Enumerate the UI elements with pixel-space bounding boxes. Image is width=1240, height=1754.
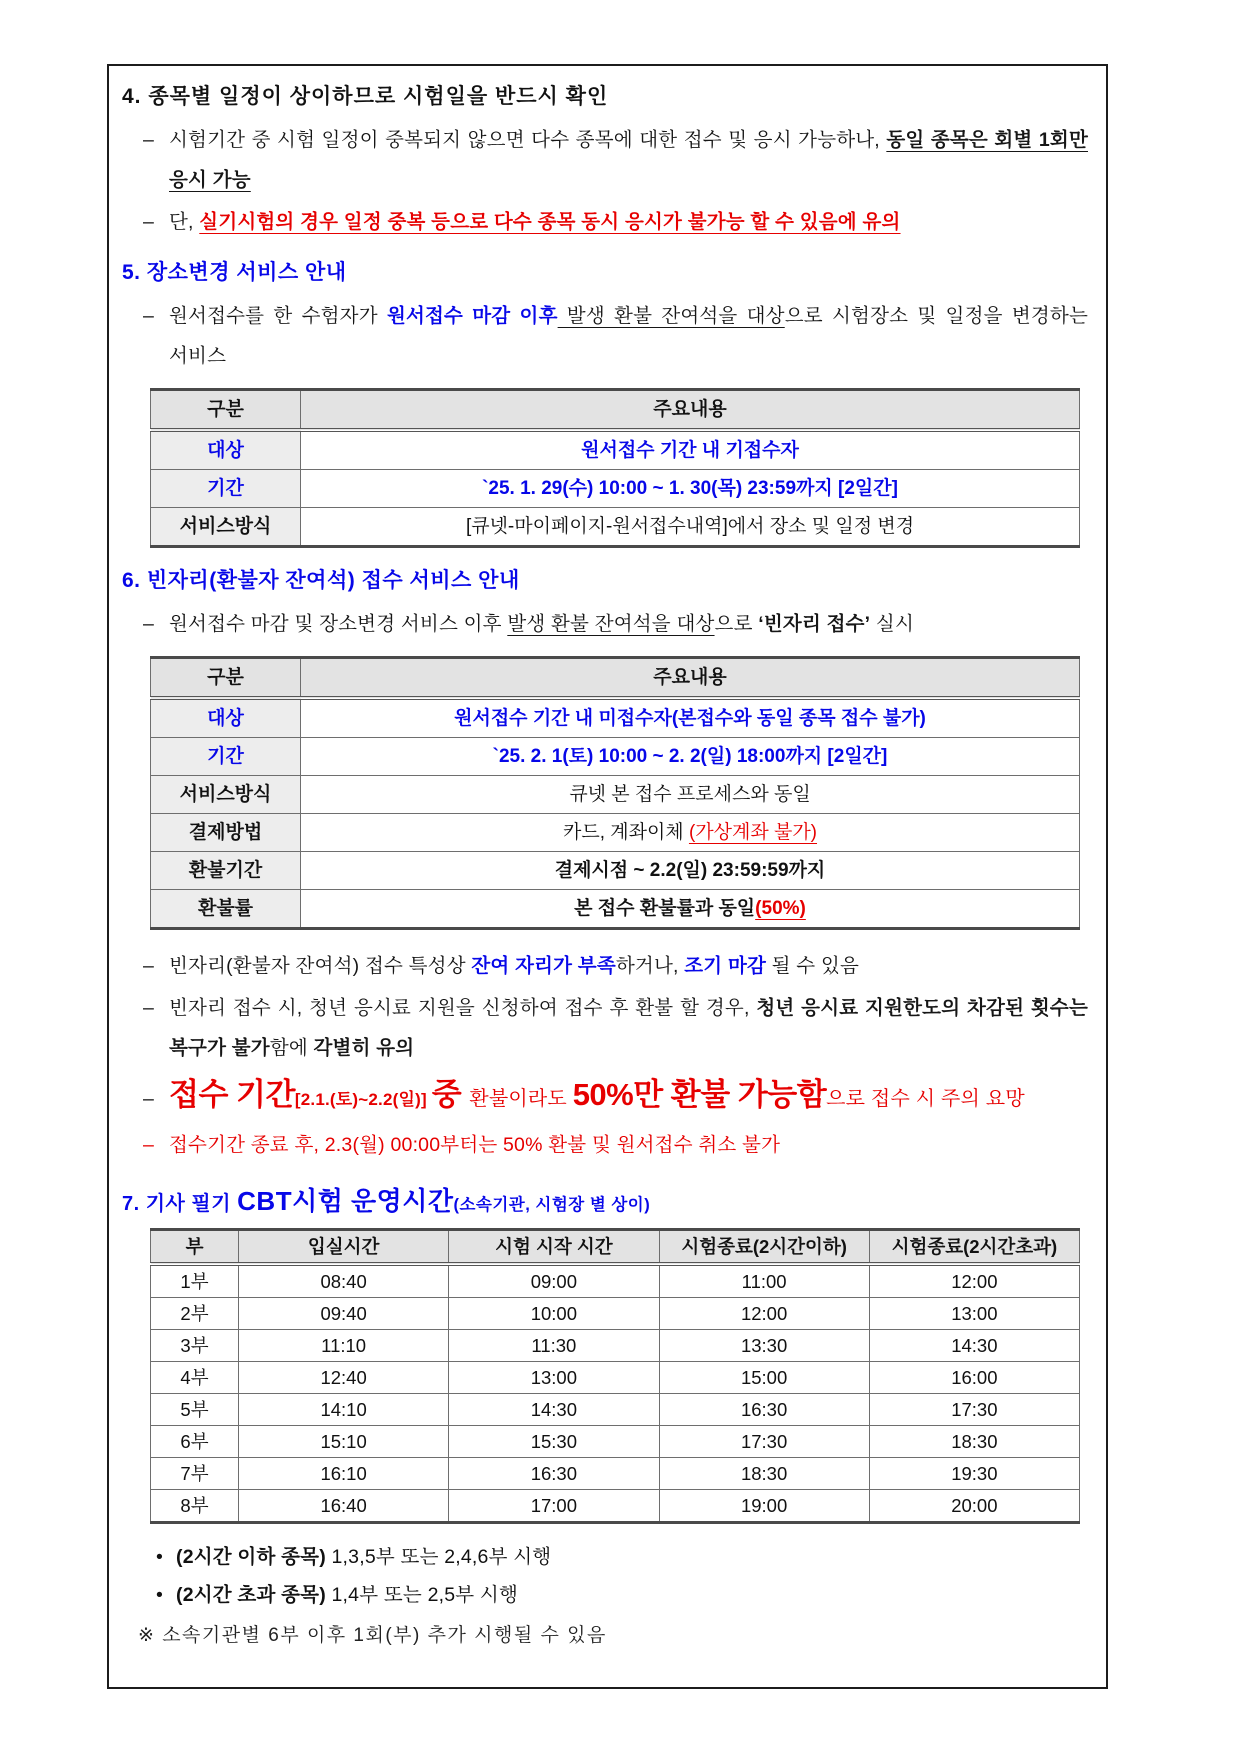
cell: 1부 — [151, 1264, 239, 1298]
section5-bullet1-text-end: 으로 시험장소 및 일정을 변경하는 서비스 — [169, 305, 1088, 367]
cell: 13:00 — [449, 1362, 659, 1394]
section6-bullet2-text-end: 될 수 있음 — [766, 955, 860, 977]
section6-bullet2-text: 빈자리(환불자 잔여석) 접수 특성상 — [169, 955, 472, 977]
table-row-service-method — [151, 776, 1080, 814]
table-row-period — [151, 738, 1080, 776]
cell: 14:30 — [869, 1330, 1079, 1362]
section6-bullet1-underline: 발생 환불 잔여석을 대상 — [507, 613, 715, 635]
table-header-row — [151, 390, 1080, 431]
column-header-content: 주요내용 — [301, 390, 1080, 431]
cell: 16:00 — [869, 1362, 1079, 1394]
section5-bullet1-text: 원서접수를 한 수험자가 — [169, 305, 387, 327]
column-header-content: 주요내용 — [301, 658, 1080, 699]
cell: 15:30 — [449, 1426, 659, 1458]
cell: 3부 — [151, 1330, 239, 1362]
section4-bullet1-text: 시험기간 중 시험 일정이 중복되지 않으면 다수 종목에 대한 접수 및 응시 가능하나, — [169, 129, 887, 151]
section5-bullet1-blue-emphasis: 원서접수 마감 이후 — [386, 305, 558, 327]
payment-method-text: 카드, 계좌이체 — [562, 822, 689, 843]
row-value — [301, 890, 1080, 929]
section7-heading-sub: (소속기관, 시험장 별 상이) — [453, 1196, 651, 1214]
cell: 16:10 — [239, 1458, 449, 1490]
table-row-session-2 — [151, 1298, 1080, 1330]
section6-bullet5-red-text: 접수기간 종료 후, 2.3(월) 00:00부터는 50% 환불 및 원서접수 취소 불가 — [169, 1134, 781, 1156]
cell: 09:00 — [449, 1264, 659, 1298]
section7-heading-main: CBT시험 운영시간 — [237, 1186, 454, 1216]
cell: 8부 — [151, 1490, 239, 1523]
document-border-frame — [107, 64, 1108, 1689]
cell: 18:30 — [659, 1458, 869, 1490]
cell: 17:00 — [449, 1490, 659, 1523]
cell: 18:30 — [869, 1426, 1079, 1458]
table-row-session-4 — [151, 1362, 1080, 1394]
cell: 13:30 — [659, 1330, 869, 1362]
section4-bullet2-red-emphasis: 실기시험의 경우 일정 중복 등으로 다수 종목 동시 응시가 불가능 할 수 있음에 유의 — [199, 211, 901, 233]
dash-marker: – — [143, 1088, 155, 1110]
cell: 09:40 — [239, 1298, 449, 1330]
table-row-session-8 — [151, 1490, 1080, 1523]
table-row-payment-method — [151, 814, 1080, 852]
section6-bullet2-blue-1: 잔여 자리가 부족 — [471, 955, 616, 977]
section7-note-1 — [156, 1538, 1088, 1576]
table-row-session-1 — [151, 1264, 1080, 1298]
table-header-row — [151, 658, 1080, 699]
dash-marker: – — [143, 955, 155, 977]
table-row-target — [151, 698, 1080, 738]
section5-bullet-1 — [122, 296, 1088, 376]
row-value: `25. 1. 29(수) 10:00 ~ 1. 30(목) 23:59까지 [2일간] — [301, 470, 1080, 508]
section4-heading: 4. 종목별 일정이 상이하므로 시험일을 반드시 확인 — [122, 85, 609, 108]
table-row-target — [151, 430, 1080, 470]
cell: 5부 — [151, 1394, 239, 1426]
section6-bullet1-text-mid: 으로 — [714, 613, 759, 635]
row-label: 환불기간 — [151, 852, 301, 890]
section6-bullet-4-refund-warning — [122, 1072, 1088, 1123]
section5-bullet1-underline: 발생 환불 잔여석을 대상 — [557, 305, 785, 327]
column-header-end-under2h: 시험종료(2시간이하) — [659, 1230, 869, 1265]
table-row-refund-rate — [151, 890, 1080, 929]
note1-text: 1,3,5부 또는 2,4,6부 시행 — [325, 1546, 552, 1568]
section6-bullet1-text: 원서접수 마감 및 장소변경 서비스 이후 — [169, 613, 508, 635]
bullet-marker: • — [156, 1546, 164, 1568]
cbt-exam-schedule-table — [150, 1228, 1080, 1524]
warning-big-2: 중 — [431, 1077, 470, 1112]
cell: 16:30 — [449, 1458, 659, 1490]
section6-bullet-1 — [122, 604, 1088, 644]
section6-bullet3-text: 빈자리 접수 시, 청년 응시료 지원을 신청하여 접수 후 환불 할 경우, — [169, 997, 757, 1019]
section5-heading: 5. 장소변경 서비스 안내 — [122, 261, 347, 284]
row-label: 결제방법 — [151, 814, 301, 852]
table-row-session-5 — [151, 1394, 1080, 1426]
section6-bullet2-text-mid: 하거나, — [615, 955, 685, 977]
section4-bullet2-text: 단, — [169, 211, 200, 233]
section6-bullet-5 — [122, 1125, 1088, 1165]
dash-marker: – — [143, 305, 155, 327]
dash-marker: – — [143, 129, 155, 151]
section7-heading — [122, 1181, 1088, 1218]
cell: 7부 — [151, 1458, 239, 1490]
column-header-end-over2h: 시험종료(2시간초과) — [869, 1230, 1079, 1265]
row-label: 기간 — [151, 738, 301, 776]
column-header-session: 부 — [151, 1230, 239, 1265]
row-value: 큐넷 본 접수 프로세스와 동일 — [301, 776, 1080, 814]
warning-big-1: 접수 기간 — [169, 1077, 295, 1112]
warning-text-1: 환불이라도 — [469, 1088, 573, 1110]
section4-bullet-1 — [122, 120, 1088, 200]
cell: 08:40 — [239, 1264, 449, 1298]
cell: 11:00 — [659, 1264, 869, 1298]
cell: 4부 — [151, 1362, 239, 1394]
table-row-session-7 — [151, 1458, 1080, 1490]
note2-text: 1,4부 또는 2,5부 시행 — [325, 1584, 518, 1606]
section6-bullet3-text-mid: 함에 — [269, 1037, 314, 1059]
column-header-category: 구분 — [151, 658, 301, 699]
column-header-start-time: 시험 시작 시간 — [449, 1230, 659, 1265]
dash-marker: – — [143, 997, 155, 1019]
cell: 11:10 — [239, 1330, 449, 1362]
cell: 17:30 — [659, 1426, 869, 1458]
cell: 10:00 — [449, 1298, 659, 1330]
section7-heading-pre: 7. 기사 필기 — [122, 1193, 238, 1215]
section6-heading: 6. 빈자리(환불자 잔여석) 접수 서비스 안내 — [122, 569, 520, 592]
cell: 19:30 — [869, 1458, 1079, 1490]
section6-bullet3-bold-1: 청년 응시료 지원한도의 차감된 횟수는 복구가 불가 — [169, 997, 1088, 1059]
row-label: 기간 — [151, 470, 301, 508]
cell: 11:30 — [449, 1330, 659, 1362]
cell: 14:30 — [449, 1394, 659, 1426]
cell: 19:00 — [659, 1490, 869, 1523]
warning-text-2: 으로 접수 시 주의 요망 — [826, 1088, 1025, 1110]
row-value: 원서접수 기간 내 기접수자 — [301, 430, 1080, 470]
vacancy-registration-table — [150, 656, 1080, 930]
dash-marker: – — [143, 613, 155, 635]
table-row-service-method — [151, 508, 1080, 547]
section6-bullet1-bold: ‘빈자리 접수’ — [758, 613, 871, 635]
section6-bullet-2 — [122, 946, 1088, 986]
note2-bold: (2시간 초과 종목) — [176, 1584, 326, 1606]
row-value: 결제시점 ~ 2.2(일) 23:59:59까지 — [301, 852, 1080, 890]
section4-bullet-2 — [122, 202, 1088, 242]
row-value: [큐넷-마이페이지-원서접수내역]에서 장소 및 일정 변경 — [301, 508, 1080, 547]
row-label: 대상 — [151, 698, 301, 738]
cell: 12:00 — [869, 1264, 1079, 1298]
row-label: 서비스방식 — [151, 776, 301, 814]
cell: 6부 — [151, 1426, 239, 1458]
column-header-entry-time: 입실시간 — [239, 1230, 449, 1265]
table-row-refund-period — [151, 852, 1080, 890]
section7-footnote: ※ 소속기관별 6부 이후 1회(부) 추가 시행될 수 있음 — [138, 1625, 607, 1646]
row-value: 원서접수 기간 내 미접수자(본접수와 동일 종목 접수 불가) — [301, 698, 1080, 738]
row-label: 대상 — [151, 430, 301, 470]
section6-bullet-3 — [122, 988, 1088, 1068]
payment-method-red-note: (가상계좌 불가) — [688, 822, 818, 843]
table-row-session-3 — [151, 1330, 1080, 1362]
row-label: 환불률 — [151, 890, 301, 929]
cell: 14:10 — [239, 1394, 449, 1426]
table-row-session-6 — [151, 1426, 1080, 1458]
cell: 16:40 — [239, 1490, 449, 1523]
section6-bullet3-bold-2: 각별히 유의 — [313, 1037, 415, 1059]
cell: 16:30 — [659, 1394, 869, 1426]
table-header-row — [151, 1230, 1080, 1265]
cell: 20:00 — [869, 1490, 1079, 1523]
cell: 13:00 — [869, 1298, 1079, 1330]
row-value — [301, 814, 1080, 852]
table-row-period — [151, 470, 1080, 508]
cell: 12:40 — [239, 1362, 449, 1394]
cell: 17:30 — [869, 1394, 1079, 1426]
note1-bold: (2시간 이하 종목) — [176, 1546, 326, 1568]
section4-bullet1-emphasis: 동일 종목은 회별 1회만 응시 가능 — [169, 129, 1088, 191]
row-value: `25. 2. 1(토) 10:00 ~ 2. 2(일) 18:00까지 [2일간] — [301, 738, 1080, 776]
refund-rate-red-note: (50%) — [755, 898, 806, 919]
warning-dates: [2.1.(토)~2.2(일)] — [294, 1090, 432, 1109]
warning-big-3: 50%만 환불 가능함 — [572, 1077, 827, 1112]
cell: 15:10 — [239, 1426, 449, 1458]
bullet-marker: • — [156, 1584, 164, 1606]
cell: 12:00 — [659, 1298, 869, 1330]
cell: 15:00 — [659, 1362, 869, 1394]
cell: 2부 — [151, 1298, 239, 1330]
row-label: 서비스방식 — [151, 508, 301, 547]
refund-rate-text: 본 접수 환불률과 동일 — [574, 898, 756, 919]
section6-bullet2-blue-2: 조기 마감 — [684, 955, 767, 977]
section6-bullet1-text-end: 실시 — [870, 613, 914, 635]
dash-marker: – — [143, 1134, 155, 1156]
dash-marker: – — [143, 211, 155, 233]
column-header-category: 구분 — [151, 390, 301, 431]
section7-note-2 — [156, 1576, 1088, 1614]
place-change-service-table — [150, 388, 1080, 548]
